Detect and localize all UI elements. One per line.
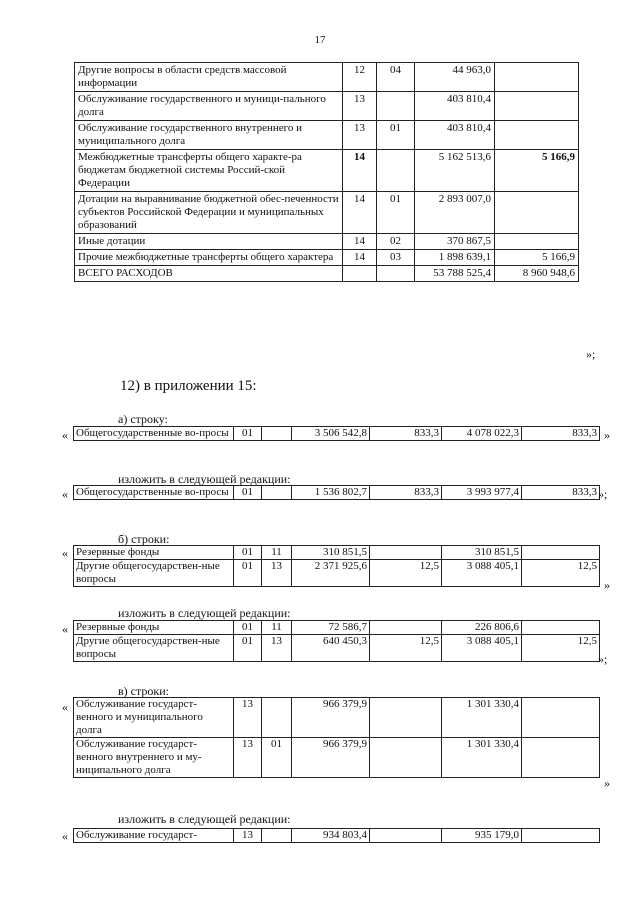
row-amount: 44 963,0: [415, 63, 495, 92]
row-amount-year1: 1 536 802,7: [292, 486, 370, 500]
row-amount-year1: 966 379,9: [292, 698, 370, 738]
row-section-code: 13: [234, 738, 262, 778]
row-subsection-code: 03: [377, 250, 415, 266]
row-amount-year2-federal: 12,5: [522, 560, 600, 587]
block-c-edit-label: изложить в следующей редакции:: [118, 812, 291, 826]
block-c-label: в) строки:: [118, 684, 169, 698]
row-amount-federal: [495, 234, 579, 250]
row-name: Дотации на выравнивание бюджетной обес-печенности субъектов Российской Федерации и муниципальных образований: [75, 192, 343, 234]
section-heading: 12) в приложении 15:: [120, 378, 257, 394]
row-subsection-code: 13: [262, 560, 292, 587]
table-row: [74, 738, 600, 778]
row-section-code: 13: [234, 829, 262, 843]
table-row: [75, 121, 579, 150]
table-row: [74, 486, 600, 500]
row-name: Обслуживание государст-венного внутреннего и му-ниципального долга: [74, 738, 234, 778]
row-name: Обслуживание государст-венного и муниципального долга: [74, 698, 234, 738]
block-b-label: б) строки:: [118, 532, 170, 546]
row-subsection-code: 02: [377, 234, 415, 250]
open-quote: «: [62, 700, 68, 714]
row-subsection-code: [377, 150, 415, 192]
open-quote: «: [62, 622, 68, 636]
row-amount: 370 867,5: [415, 234, 495, 250]
row-subsection-code: 01: [262, 738, 292, 778]
row-subsection-code: [377, 92, 415, 121]
row-amount-year2: 3 993 977,4: [442, 486, 522, 500]
row-amount-federal: [495, 63, 579, 92]
row-subsection-code: [262, 427, 292, 441]
row-amount-year2: 1 301 330,4: [442, 698, 522, 738]
closing-quote-semicolon: »;: [586, 347, 596, 361]
block-a-new-table: [73, 485, 600, 500]
row-subsection-code: [262, 486, 292, 500]
close-quote: »: [604, 428, 610, 442]
row-subsection-code: 01: [377, 192, 415, 234]
table-row: [74, 427, 600, 441]
table-row: [74, 698, 600, 738]
row-section-code: 14: [343, 150, 377, 192]
row-amount-year1-federal: 833,3: [370, 427, 442, 441]
row-name: Резервные фонды: [74, 621, 234, 635]
row-amount-year1-federal: [370, 698, 442, 738]
row-amount-year2: 1 301 330,4: [442, 738, 522, 778]
row-amount: 403 810,4: [415, 92, 495, 121]
row-amount-year2-federal: [522, 621, 600, 635]
row-amount-year1-federal: [370, 546, 442, 560]
row-subsection-code: 11: [262, 546, 292, 560]
row-subsection-code: 01: [377, 121, 415, 150]
open-quote: «: [62, 428, 68, 442]
row-subsection-code: [262, 829, 292, 843]
row-name: Прочие межбюджетные трансферты общего характера: [75, 250, 343, 266]
row-name: Другие общегосударствен-ные вопросы: [74, 560, 234, 587]
row-section-code: 13: [234, 698, 262, 738]
table-row: [74, 621, 600, 635]
row-subsection-code: [262, 698, 292, 738]
row-section-code: 01: [234, 635, 262, 662]
row-amount-year2: 3 088 405,1: [442, 635, 522, 662]
row-subsection-code: 04: [377, 63, 415, 92]
table-row: [75, 192, 579, 234]
table-row: [74, 635, 600, 662]
row-amount-year2-federal: 833,3: [522, 486, 600, 500]
block-b-new-table: [73, 620, 600, 662]
table-row: [75, 266, 579, 282]
row-name: Обслуживание государственного и муници-пального долга: [75, 92, 343, 121]
row-amount: 1 898 639,1: [415, 250, 495, 266]
row-amount-federal: [495, 121, 579, 150]
row-amount-year2: 226 806,6: [442, 621, 522, 635]
close-quote-semicolon: »;: [598, 487, 608, 501]
row-section-code: 14: [343, 234, 377, 250]
row-amount-year2: 3 088 405,1: [442, 560, 522, 587]
row-amount-federal: [495, 192, 579, 234]
row-amount-year2-federal: [522, 698, 600, 738]
table-row: [74, 560, 600, 587]
row-name: Другие общегосударствен-ные вопросы: [74, 635, 234, 662]
row-section-code: 01: [234, 621, 262, 635]
row-amount-year1: 934 803,4: [292, 829, 370, 843]
row-name: Другие вопросы в области средств массовой информации: [75, 63, 343, 92]
row-amount-year1: 966 379,9: [292, 738, 370, 778]
table-row: [74, 829, 600, 843]
row-amount-year1: 640 450,3: [292, 635, 370, 662]
row-amount-year2: 310 851,5: [442, 546, 522, 560]
row-subsection-code: 13: [262, 635, 292, 662]
row-section-code: 13: [343, 92, 377, 121]
block-a-edit-label: изложить в следующей редакции:: [118, 472, 291, 486]
page-number: 17: [314, 34, 326, 46]
row-name: Общегосударственные во-просы: [74, 486, 234, 500]
row-amount-year2: 4 078 022,3: [442, 427, 522, 441]
close-quote: »: [604, 578, 610, 592]
table-row: [75, 250, 579, 266]
row-name: Общегосударственные во-просы: [74, 427, 234, 441]
row-amount-year1: 72 586,7: [292, 621, 370, 635]
row-name: Межбюджетные трансферты общего характе-ра бюджетам бюджетной системы Россий-ской Федерации: [75, 150, 343, 192]
row-amount-year2-federal: [522, 546, 600, 560]
close-quote: »: [604, 776, 610, 790]
table-row: [75, 92, 579, 121]
row-section-code: 12: [343, 63, 377, 92]
block-a-old-table: [73, 426, 600, 441]
open-quote: «: [62, 546, 68, 560]
block-b-old-table: [73, 545, 600, 587]
table-row: [75, 150, 579, 192]
row-amount: 403 810,4: [415, 121, 495, 150]
row-amount-year1-federal: [370, 621, 442, 635]
row-name: Обслуживание государственного внутреннего и муниципального долга: [75, 121, 343, 150]
row-name: Иные дотации: [75, 234, 343, 250]
table-row: [74, 546, 600, 560]
row-section-code: [343, 266, 377, 282]
row-amount-year1: 3 506 542,8: [292, 427, 370, 441]
row-section-code: 01: [234, 560, 262, 587]
close-quote-semicolon: »;: [598, 652, 608, 666]
row-section-code: 01: [234, 486, 262, 500]
expenses-table: [74, 62, 579, 282]
row-amount-year1-federal: [370, 829, 442, 843]
row-subsection-code: [377, 266, 415, 282]
row-name: ВСЕГО РАСХОДОВ: [75, 266, 343, 282]
table-row: [75, 63, 579, 92]
row-amount-federal: [495, 92, 579, 121]
row-amount-year1: 310 851,5: [292, 546, 370, 560]
block-c-new-table: [73, 828, 600, 843]
row-amount-year2: 935 179,0: [442, 829, 522, 843]
block-b-edit-label: изложить в следующей редакции:: [118, 606, 291, 620]
block-c-old-table: [73, 697, 600, 778]
row-amount-year2-federal: [522, 738, 600, 778]
row-name: Резервные фонды: [74, 546, 234, 560]
row-name: Обслуживание государст-: [74, 829, 234, 843]
row-amount-year1: 2 371 925,6: [292, 560, 370, 587]
row-subsection-code: 11: [262, 621, 292, 635]
row-amount-year2-federal: 12,5: [522, 635, 600, 662]
row-amount-year1-federal: [370, 738, 442, 778]
row-amount-federal: 8 960 948,6: [495, 266, 579, 282]
row-section-code: 01: [234, 546, 262, 560]
block-a-label: а) строку:: [118, 412, 168, 426]
row-amount-year1-federal: 12,5: [370, 635, 442, 662]
row-section-code: 14: [343, 192, 377, 234]
row-section-code: 14: [343, 250, 377, 266]
row-section-code: 13: [343, 121, 377, 150]
row-amount-year2-federal: [522, 829, 600, 843]
row-amount: 2 893 007,0: [415, 192, 495, 234]
open-quote: «: [62, 487, 68, 501]
row-amount-year1-federal: 833,3: [370, 486, 442, 500]
row-section-code: 01: [234, 427, 262, 441]
row-amount-year1-federal: 12,5: [370, 560, 442, 587]
open-quote: «: [62, 829, 68, 843]
row-amount: 53 788 525,4: [415, 266, 495, 282]
row-amount-federal: 5 166,9: [495, 250, 579, 266]
table-row: [75, 234, 579, 250]
row-amount: 5 162 513,6: [415, 150, 495, 192]
row-amount-federal: 5 166,9: [495, 150, 579, 192]
row-amount-year2-federal: 833,3: [522, 427, 600, 441]
